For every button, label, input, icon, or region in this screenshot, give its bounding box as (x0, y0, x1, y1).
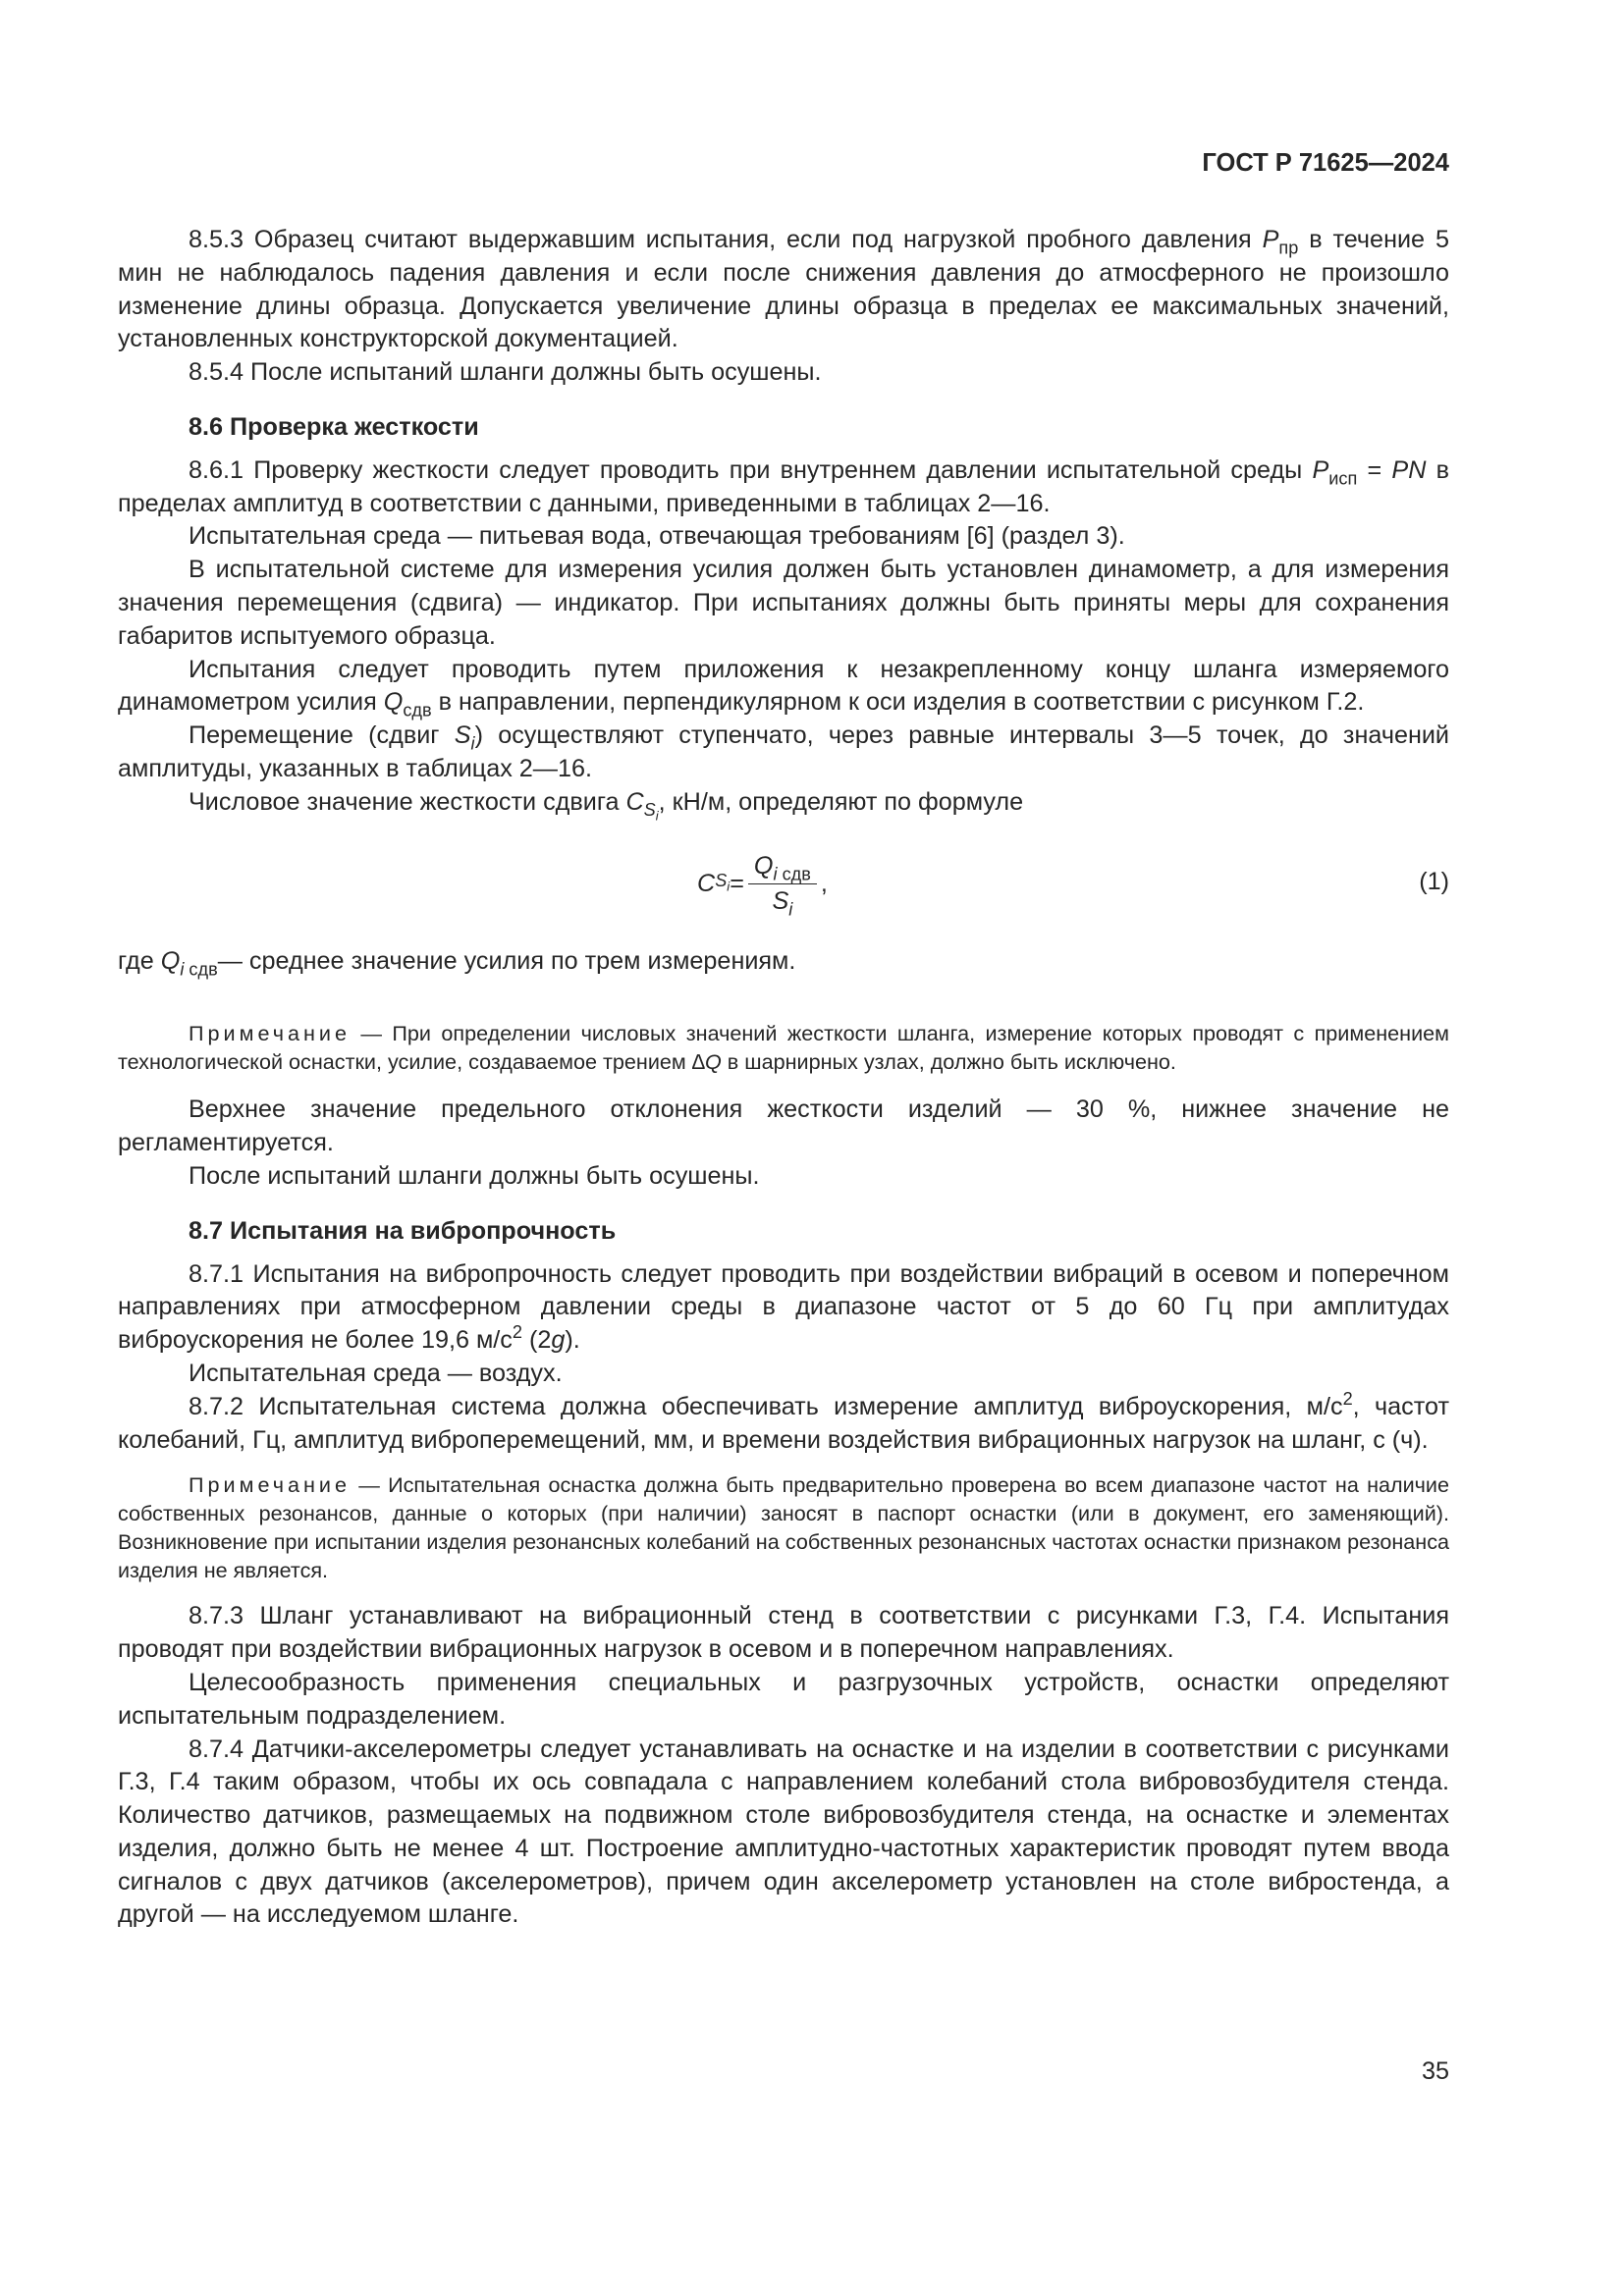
paragraph-8-5-3: 8.5.3 Образец считают выдержавшим испытания, если под нагрузкой пробного давления $P_{пр}$ в течение 5 мин не наблюдалось падения давления и если после снижения давления до атмосферного не произошло изменение длины образца. Допускается увеличение длины образца в пределах ее максимальных значений, установленных конструкторской документацией. (118, 226, 1449, 353)
note-label: Примечание (189, 1021, 351, 1046)
note-label: Примечание (189, 1472, 351, 1498)
page-content (118, 224, 1449, 1932)
note-friction: Примечание — При определении числовых значений жесткости шланга, измерение которых проводят с применением технологической оснастки, усилие, создаваемое трением ∆Q в шарнирных узлах, должно быть исключено. (118, 1021, 1449, 1075)
paragraph-expediency: Целесообразность применения специальных и разгрузочных устройств, оснастки определяют испытательным подразделением. (118, 1668, 1449, 1730)
paragraph-test-procedure: Испытания следует проводить путем приложения к незакрепленному концу шланга измеряемого динамометром усилия $Q_{сдв}$ в направлении, перпендикулярном к оси изделия в соответствии с рисунком Г.2. (118, 655, 1449, 721)
note-resonance: Примечание — Испытательная оснастка должна быть предварительно проверена во всем диапазоне частот на наличие собственных резонансов, данные о которых (при наличии) заносят в паспорт оснастки (или в документ, его заменяющий). Возникновение при испытании изделия резонансных колебаний на собственных резонансных частотах оснастки признаком резонанса изделия не является. (118, 1472, 1449, 1583)
paragraph-shift: Перемещение (сдвиг $S_i$) осуществляют ступенчато, через равные интервалы 3—5 точек, до значений амплитуды, указанных в таблицах 2—16. (118, 721, 1450, 782)
paragraph-test-medium-air: Испытательная среда — воздух. (189, 1359, 563, 1387)
document-header: ГОСТ Р 71625—2024 (1202, 149, 1449, 177)
formula-numerator: $Q_{i сдв}$ (748, 852, 817, 884)
formula-expression: C $S_i$ = $\frac{Q_{i сдв}}{S_i}$ , (697, 852, 828, 920)
paragraph-upper-deviation: Верхнее значение предельного отклонения жесткости изделий — 30 %, нижнее значение не регламентируется. (118, 1095, 1449, 1157)
formula-1 (118, 839, 1449, 930)
paragraph-8-6-1: 8.6.1 Проверку жесткости следует проводить при внутреннем давлении испытательной среды $P_{исп}$ = PN в пределах амплитуд в соответствии с данными, приведенными в таблицах 2—16. (118, 455, 1449, 517)
formula-number: (1) (1419, 867, 1449, 895)
formula-denominator: $S_i$ (772, 887, 793, 920)
page-number: 35 (1421, 2057, 1449, 2085)
paragraph-8-5-4: 8.5.4 После испытаний шланги должны быть осушены. (189, 358, 822, 387)
paragraph-8-7-3: 8.7.3 Шланг устанавливают на вибрационный стенд в соответствии с рисунками Г.3, Г.4. Испытания проводят при воздействии вибрационных нагрузок в осевом и в поперечном направлениях. (118, 1602, 1449, 1664)
section-heading-8-7: 8.7 Испытания на вибропрочность (189, 1216, 617, 1245)
paragraph-dynamometer: В испытательной системе для измерения усилия должен быть установлен динамометр, а для измерения значения перемещения (сдвига) — индикатор. При испытаниях должны быть приняты меры для сохранения габаритов испытуемого образца. (118, 556, 1449, 650)
paragraph-8-7-2: 8.7.2 Испытательная система должна обеспечивать измерение амплитуд виброускорения, $м/с^2$, частот колебаний, Гц, амплитуд виброперемещений, мм, и времени воздействия вибрационных нагрузок на шланг, с (ч). (118, 1388, 1449, 1454)
paragraph-test-medium-water: Испытательная среда — питьевая вода, отвечающая требованиям [6] (раздел 3). (189, 522, 1125, 551)
paragraph-stiffness-value: Числовое значение жесткости сдвига $C_{S_i}$, кН/м, определяют по формуле (189, 787, 1024, 824)
paragraph-8-7-1: 8.7.1 Испытания на вибропрочность следует проводить при воздействии вибраций в осевом и поперечном направлениях при атмосферном давлении среды в диапазоне частот от 5 до 60 Гц при амплитудах виброускорения не более 19,6 $м/с^2$ (2g). (118, 1259, 1449, 1355)
paragraph-where: где $Q_{i сдв}—$ среднее значение усилия по трем измерениям. (118, 946, 796, 979)
paragraph-dry-hoses: После испытаний шланги должны быть осушены. (189, 1161, 760, 1190)
section-heading-8-6: 8.6 Проверка жесткости (189, 412, 479, 441)
paragraph-8-7-4: 8.7.4 Датчики-акселерометры следует устанавливать на оснастке и на изделии в соответствии с рисунками Г.3, Г.4 таким образом, чтобы их ось совпадала с направлением колебаний стола вибровозбудителя стенда. Количество датчиков, размещаемых на подвижном столе вибровозбудителя стенда, на оснастке и элементах изделия, должно быть не менее 4 шт. Построение амплитудно-частотных характеристик проводят путем ввода сигналов с двух датчиков (акселерометров), причем один акселерометр установлен на столе вибростенда, а другой — на исследуемом шланге. (118, 1735, 1449, 1929)
